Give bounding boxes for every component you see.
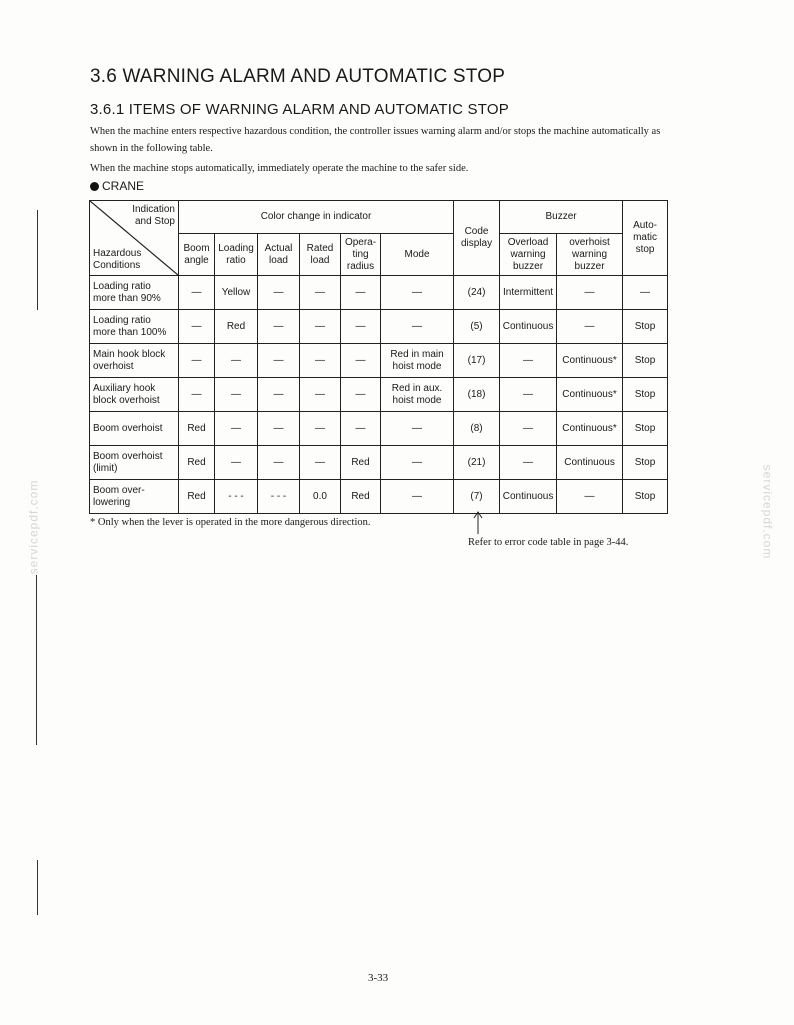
mode-header: Mode — [381, 234, 454, 276]
rated-load-cell: — — [300, 276, 341, 310]
actual-load-cell: — — [258, 446, 300, 480]
page-number: 3-33 — [368, 972, 389, 984]
automatic-stop-cell: Stop — [623, 412, 668, 446]
overload-buzzer-cell: Intermittent — [500, 276, 557, 310]
rated-load-cell: — — [300, 378, 341, 412]
color-change-header: Color change in indicator — [179, 201, 454, 234]
automatic-stop-cell: Stop — [623, 480, 668, 514]
mode-cell: — — [381, 480, 454, 514]
scan-edge-line — [36, 575, 37, 745]
header-corner-cell — [90, 201, 179, 276]
table-row-aux-hook-overhoist — [90, 378, 668, 412]
overhoist-buzzer-cell: Continuous* — [557, 378, 623, 412]
overload-buzzer-header: Overload warning buzzer — [500, 234, 557, 276]
overload-buzzer-cell: — — [500, 412, 557, 446]
loading-ratio-cell: — — [215, 412, 258, 446]
overhoist-buzzer-cell: — — [557, 276, 623, 310]
table-row-loading-ratio-90 — [90, 276, 668, 310]
operating-radius-cell: — — [341, 310, 381, 344]
boom-angle-header: Boom angle — [179, 234, 215, 276]
boom-angle-cell: — — [179, 276, 215, 310]
indication-and-stop-label: Indication and Stop — [132, 204, 175, 227]
hazard-condition-cell: Auxiliary hook block overhoist — [90, 378, 179, 412]
operating-radius-header: Opera- ting radius — [341, 234, 381, 276]
loading-ratio-cell: - - - — [215, 480, 258, 514]
loading-ratio-header: Loading ratio — [215, 234, 258, 276]
actual-load-cell: — — [258, 344, 300, 378]
table-row-boom-overlowering — [90, 480, 668, 514]
hazard-condition-cell: Boom overhoist (limit) — [90, 446, 179, 480]
rated-load-cell: — — [300, 310, 341, 344]
boom-angle-cell: Red — [179, 412, 215, 446]
mode-cell: Red in main hoist mode — [381, 344, 454, 378]
mode-cell: Red in aux. hoist mode — [381, 378, 454, 412]
code-display-header: Code display — [454, 201, 500, 276]
boom-angle-cell: — — [179, 310, 215, 344]
loading-ratio-cell: Yellow — [215, 276, 258, 310]
boom-angle-cell: Red — [179, 446, 215, 480]
boom-angle-cell: — — [179, 378, 215, 412]
table-row-main-hook-overhoist — [90, 344, 668, 378]
watermark-left: servicepdf.com — [26, 479, 41, 575]
table-row-boom-overhoist-limit — [90, 446, 668, 480]
automatic-stop-cell: Stop — [623, 446, 668, 480]
overload-buzzer-cell: — — [500, 378, 557, 412]
rated-load-cell: — — [300, 412, 341, 446]
code-display-cell: (21) — [454, 446, 500, 480]
table-body — [90, 276, 668, 514]
rated-load-header: Rated load — [300, 234, 341, 276]
crane-label: CRANE — [102, 179, 145, 193]
code-display-cell: (8) — [454, 412, 500, 446]
rated-load-cell: 0.0 — [300, 480, 341, 514]
actual-load-cell: — — [258, 378, 300, 412]
overhoist-buzzer-cell: — — [557, 310, 623, 344]
overhoist-buzzer-cell: — — [557, 480, 623, 514]
automatic-stop-cell: Stop — [623, 378, 668, 412]
actual-load-cell: — — [258, 310, 300, 344]
crane-heading — [90, 179, 144, 193]
hazard-condition-cell: Loading ratio more than 100% — [90, 310, 179, 344]
loading-ratio-cell: Red — [215, 310, 258, 344]
boom-angle-cell: Red — [179, 480, 215, 514]
operating-radius-cell: — — [341, 412, 381, 446]
automatic-stop-cell: Stop — [623, 310, 668, 344]
actual-load-cell: - - - — [258, 480, 300, 514]
automatic-stop-header: Auto- matic stop — [623, 201, 668, 276]
code-display-cell: (5) — [454, 310, 500, 344]
boom-angle-cell: — — [179, 344, 215, 378]
code-display-cell: (18) — [454, 378, 500, 412]
mode-cell: — — [381, 412, 454, 446]
rated-load-cell: — — [300, 446, 341, 480]
up-arrow-icon — [472, 510, 484, 534]
hazardous-conditions-label: Hazardous Conditions — [93, 248, 142, 271]
watermark-right: servicepdf.com — [760, 464, 775, 560]
scan-edge-line — [37, 210, 38, 310]
operating-radius-cell: Red — [341, 480, 381, 514]
hazard-condition-cell: Boom overhoist — [90, 412, 179, 446]
section-title: 3.6 WARNING ALARM AND AUTOMATIC STOP — [90, 66, 506, 87]
code-display-cell: (17) — [454, 344, 500, 378]
rated-load-cell: — — [300, 344, 341, 378]
mode-cell: — — [381, 276, 454, 310]
overload-buzzer-cell: — — [500, 446, 557, 480]
intro-paragraph: When the machine enters respective hazardous condition, the controller issues warning alarm and/or stops the machine automatically as shown in the following table. — [90, 126, 661, 154]
error-code-reference: Refer to error code table in page 3-44. — [468, 537, 629, 548]
code-display-cell: (7) — [454, 480, 500, 514]
scan-edge-line — [37, 860, 38, 915]
automatic-stop-cell: — — [623, 276, 668, 310]
hazard-condition-cell: Boom over- lowering — [90, 480, 179, 514]
actual-load-cell: — — [258, 276, 300, 310]
actual-load-header: Actual load — [258, 234, 300, 276]
hazard-condition-cell: Main hook block overhoist — [90, 344, 179, 378]
subsection-title: 3.6.1 ITEMS OF WARNING ALARM AND AUTOMATIC STOP — [90, 101, 509, 118]
loading-ratio-cell: — — [215, 344, 258, 378]
overhoist-buzzer-cell: Continuous — [557, 446, 623, 480]
mode-cell: — — [381, 310, 454, 344]
overload-buzzer-cell: Continuous — [500, 480, 557, 514]
overhoist-buzzer-cell: Continuous* — [557, 412, 623, 446]
loading-ratio-cell: — — [215, 446, 258, 480]
hazard-condition-cell: Loading ratio more than 90% — [90, 276, 179, 310]
warning-alarm-table — [89, 200, 668, 514]
mode-cell: — — [381, 446, 454, 480]
overhoist-buzzer-cell: Continuous* — [557, 344, 623, 378]
overload-buzzer-cell: Continuous — [500, 310, 557, 344]
footnote: * Only when the lever is operated in the more dangerous direction. — [90, 517, 371, 528]
bullet-icon — [90, 182, 99, 191]
operating-radius-cell: — — [341, 276, 381, 310]
actual-load-cell: — — [258, 412, 300, 446]
buzzer-header: Buzzer — [500, 201, 623, 234]
overload-buzzer-cell: — — [500, 344, 557, 378]
code-display-cell: (24) — [454, 276, 500, 310]
table-row-boom-overhoist — [90, 412, 668, 446]
overhoist-buzzer-header: overhoist warning buzzer — [557, 234, 623, 276]
operating-radius-cell: Red — [341, 446, 381, 480]
table-row-loading-ratio-100 — [90, 310, 668, 344]
operating-radius-cell: — — [341, 344, 381, 378]
instruction-paragraph: When the machine stops automatically, immediately operate the machine to the safer side. — [90, 163, 469, 174]
automatic-stop-cell: Stop — [623, 344, 668, 378]
operating-radius-cell: — — [341, 378, 381, 412]
loading-ratio-cell: — — [215, 378, 258, 412]
